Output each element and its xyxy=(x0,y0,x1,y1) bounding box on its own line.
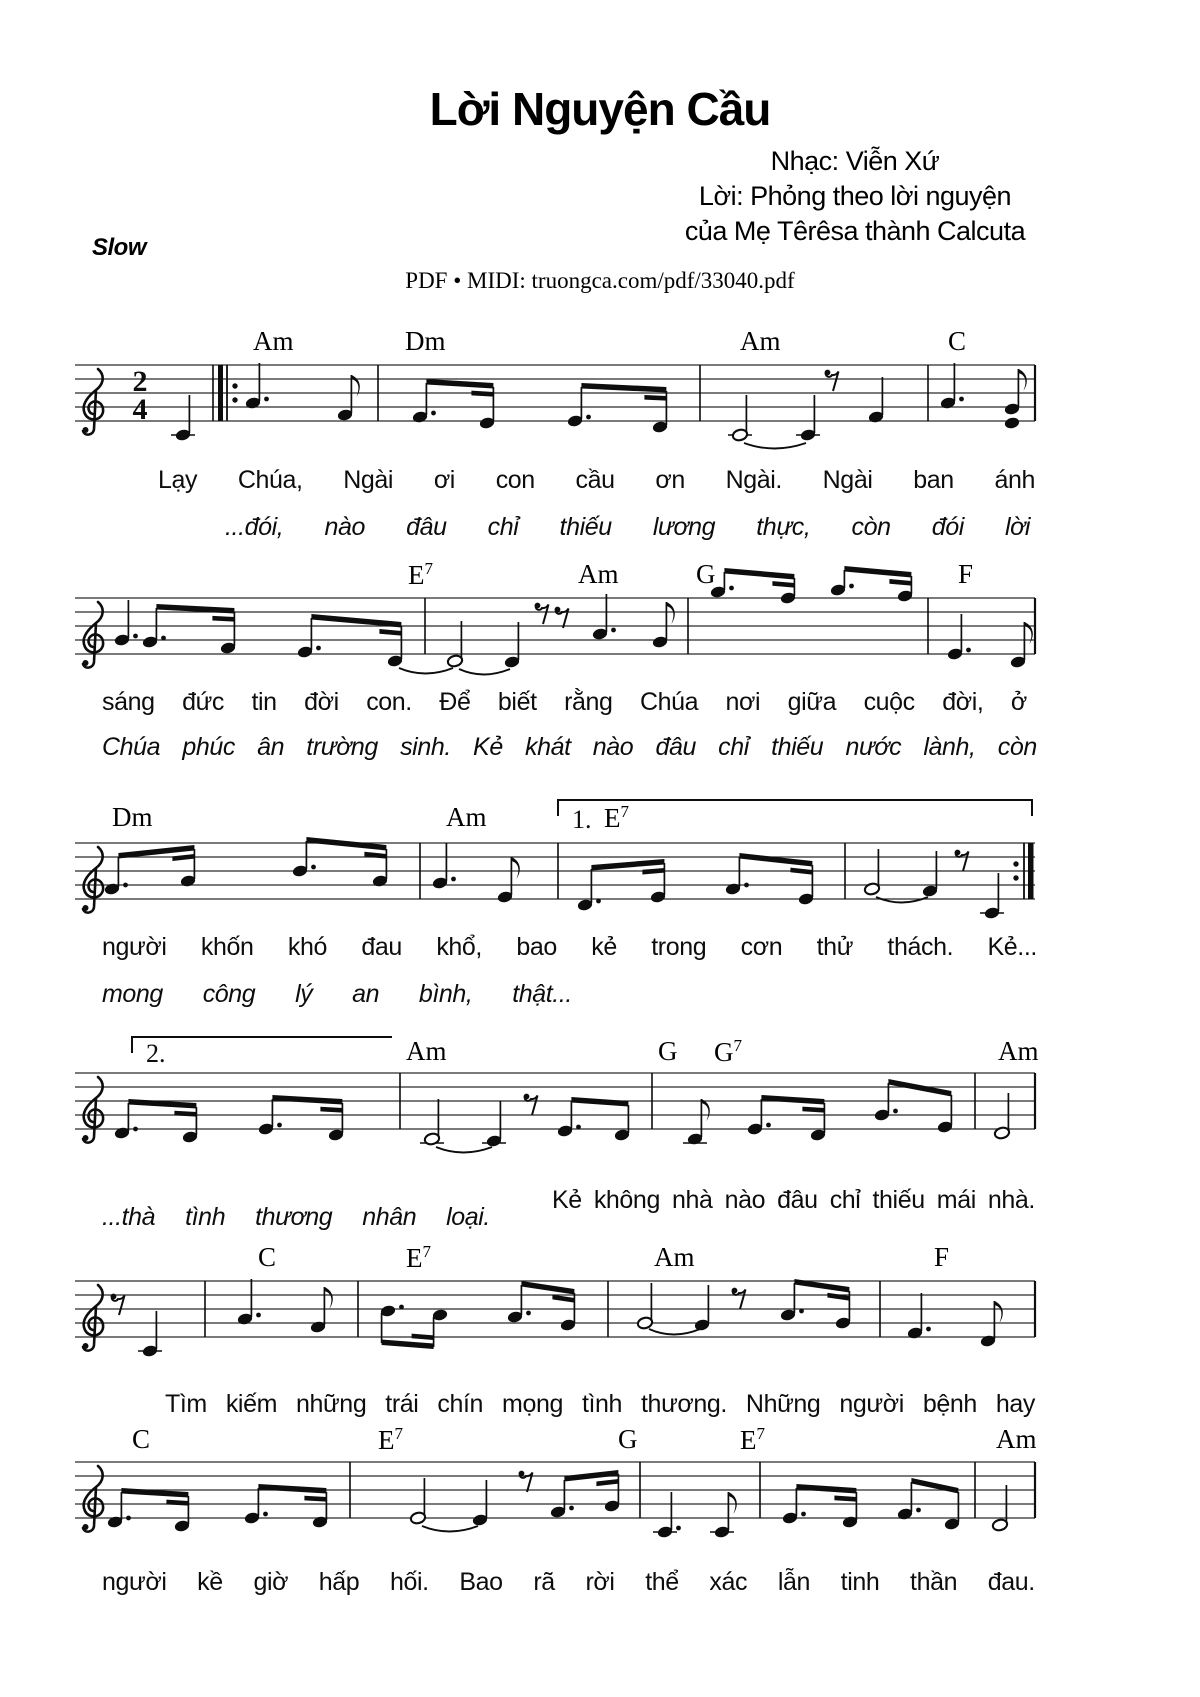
lyric-line-8 xyxy=(102,1203,490,1232)
lyric-word: Bao xyxy=(459,1568,503,1596)
lyric-word: con. xyxy=(366,688,412,716)
lyric-word: Kẻ xyxy=(552,1186,582,1214)
volta-bracket xyxy=(558,800,1032,816)
lyric-word: bình, xyxy=(418,980,473,1008)
lyric-word: thử xyxy=(816,933,854,961)
lyric-word: kiếm xyxy=(225,1390,277,1418)
lyric-word: nơi xyxy=(725,688,761,716)
lyric-word: cơn xyxy=(740,933,783,961)
lyric-word: lẫn xyxy=(777,1568,810,1596)
lyric-word: ánh xyxy=(994,466,1035,494)
lyric-word: ân xyxy=(257,733,285,761)
credit-lyrics-2: của Mẹ Têrêsa thành Calcuta xyxy=(684,216,1026,246)
lyric-word: đói xyxy=(931,513,964,541)
staff-system-6 xyxy=(75,1462,1035,1539)
lyric-word: Kẻ... xyxy=(987,933,1037,961)
lyric-word: đau. xyxy=(987,1568,1035,1596)
lyric-word: nào xyxy=(592,733,634,761)
lyric-word: ở xyxy=(1010,688,1027,716)
lyric-word: chỉ xyxy=(487,513,519,541)
lyric-word: biết xyxy=(497,688,537,716)
credits-block xyxy=(620,144,1090,249)
lyric-word: hấp xyxy=(318,1568,360,1596)
lyric-word: khó xyxy=(287,933,328,961)
staff-system-4 xyxy=(75,1037,1035,1153)
lyric-word: thực, xyxy=(756,513,811,541)
lyric-word: Lạy xyxy=(158,466,198,494)
lyric-word: trường xyxy=(306,733,378,761)
chord-label: Dm xyxy=(405,326,446,356)
lyric-word: đâu xyxy=(777,1186,818,1214)
lyric-word: Ngài xyxy=(343,466,394,494)
chord-label: $E^7$ xyxy=(408,559,433,590)
lyric-word: đời, xyxy=(942,688,984,716)
lyric-word: khốn xyxy=(200,933,254,961)
chord-label: $E^7$ xyxy=(740,1424,765,1455)
eighth-rest-icon xyxy=(524,1094,538,1115)
lyric-word: cuộc xyxy=(863,688,915,716)
lyric-word: con xyxy=(495,466,535,494)
lyric-word: ơi xyxy=(433,466,455,494)
lyric-word: Kẻ xyxy=(473,733,503,761)
staff-system-2 xyxy=(75,566,1035,675)
lyric-word: tình xyxy=(581,1390,623,1418)
lyric-word: trái xyxy=(385,1390,419,1418)
lyric-word: ...đói, xyxy=(225,513,284,541)
lyric-word: chỉ xyxy=(829,1186,861,1214)
chord-label: Am xyxy=(996,1424,1037,1454)
lyric-word: chỉ xyxy=(718,733,749,761)
lyric-word: phúc xyxy=(182,733,235,761)
lyric-word: đâu xyxy=(406,513,447,541)
lyric-line-6 xyxy=(102,980,572,1009)
chord-label: Am xyxy=(578,559,619,589)
lyric-word: hay xyxy=(995,1390,1035,1418)
lyric-word: mọng xyxy=(502,1390,563,1418)
lyric-word: lương xyxy=(652,513,716,541)
song-title: Lời Nguyện Cầu xyxy=(429,83,771,135)
lyric-word: lành, xyxy=(923,733,976,761)
lyric-word: rằng xyxy=(564,688,613,716)
lyric-word: tinh xyxy=(840,1568,880,1596)
lyric-word: những xyxy=(295,1390,367,1418)
lyric-line-4 xyxy=(102,733,1037,762)
lyric-word: đau xyxy=(361,933,402,961)
lyric-line-9 xyxy=(165,1390,1035,1419)
lyric-word: thương xyxy=(255,1203,333,1231)
lyric-word: tin xyxy=(251,688,277,716)
lyric-word: lý xyxy=(295,980,313,1008)
lyric-word: Tìm xyxy=(165,1390,207,1418)
lyric-word: trong xyxy=(651,933,707,961)
lyric-word: công xyxy=(202,980,256,1008)
chord-label: Am xyxy=(253,326,294,356)
eighth-rest-icon xyxy=(825,370,839,391)
tempo-marking: Slow xyxy=(92,234,147,261)
lyric-word: khổ, xyxy=(436,933,482,961)
chord-label: F xyxy=(958,559,974,589)
lyric-line-10 xyxy=(102,1568,1035,1597)
eighth-rest-icon xyxy=(111,1294,125,1315)
lyric-word: nhà. xyxy=(987,1186,1035,1214)
lyric-word: xác xyxy=(709,1568,748,1596)
chord-label: $E^7$ xyxy=(604,802,629,833)
chord-label: C xyxy=(948,326,967,356)
lyric-word: đâu xyxy=(655,733,696,761)
chord-label: Dm xyxy=(112,802,153,832)
lyric-word: lời xyxy=(1004,513,1030,541)
lyric-line-1 xyxy=(158,466,1035,495)
volta-number: 2. xyxy=(146,1039,166,1068)
lyric-word: thiếu xyxy=(559,513,612,541)
staff-system-3 xyxy=(75,800,1035,920)
lyric-word: còn xyxy=(997,733,1037,761)
lyric-word: nhà xyxy=(672,1186,713,1214)
volta-number: 1. xyxy=(572,805,592,834)
lyric-word: đức xyxy=(182,688,225,716)
lyric-word: chín xyxy=(437,1390,484,1418)
lyric-word: ơn xyxy=(655,466,685,494)
chord-label: Am xyxy=(406,1036,447,1066)
lyric-word: người xyxy=(102,1568,167,1596)
lyric-word: kẻ xyxy=(591,933,617,961)
lyric-word: Ngài. xyxy=(725,466,782,494)
lyric-word: nào xyxy=(324,513,365,541)
staff-system-5 xyxy=(75,1279,1035,1358)
svg-text:4: 4 xyxy=(132,393,148,426)
lyric-word: Chúa xyxy=(102,733,161,761)
chord-label: $G^7$ xyxy=(714,1036,742,1067)
lyric-word: Ngài xyxy=(822,466,873,494)
lyric-word: khát xyxy=(524,733,571,761)
lyric-word: Chúa, xyxy=(237,466,303,494)
chord-label: Am xyxy=(446,802,487,832)
chord-label: F xyxy=(934,1242,950,1272)
lyric-word: thiếu xyxy=(771,733,824,761)
chord-label: C xyxy=(258,1242,277,1272)
lyric-word: Để xyxy=(439,688,471,716)
lyric-word: thần xyxy=(910,1568,958,1596)
eighth-rest-icon xyxy=(955,850,969,871)
lyric-word: cầu xyxy=(575,466,615,494)
lyric-word: đời xyxy=(304,688,339,716)
lyric-word: ban xyxy=(913,466,954,494)
lyric-line-3 xyxy=(102,688,1027,717)
eighth-rest-icon xyxy=(555,607,569,628)
lyric-word: loại. xyxy=(446,1203,490,1231)
credit-music: Nhạc: Viễn Xứ xyxy=(770,146,940,176)
lyric-word: giờ xyxy=(253,1568,289,1596)
lyric-word: mái xyxy=(936,1186,976,1214)
chord-label: Am xyxy=(740,326,781,356)
lyric-word: sáng xyxy=(102,688,155,716)
lyric-line-7 xyxy=(552,1186,1035,1215)
chord-label: Am xyxy=(654,1242,695,1272)
lyric-word: sinh. xyxy=(400,733,451,761)
lyric-word: an xyxy=(352,980,380,1008)
lyric-word: thật... xyxy=(512,980,572,1008)
lyric-word: nhân xyxy=(362,1203,417,1231)
chord-label: G xyxy=(696,559,716,589)
lyric-word: thương. xyxy=(641,1390,727,1418)
lyric-word: hối. xyxy=(389,1568,429,1596)
lyric-word: Những xyxy=(745,1390,821,1418)
lyric-word: tình xyxy=(185,1203,226,1231)
lyric-word: giữa xyxy=(787,688,837,716)
chord-label: Am xyxy=(998,1036,1039,1066)
volta-bracket xyxy=(132,1037,392,1053)
chord-label: G xyxy=(618,1424,638,1454)
staff-system-1 xyxy=(75,363,1035,449)
chord-label: C xyxy=(132,1424,151,1454)
lyric-word: Chúa xyxy=(639,688,699,716)
lyric-word: còn xyxy=(851,513,891,541)
lyric-word: kề xyxy=(197,1568,223,1596)
lyric-word: rã xyxy=(533,1568,555,1596)
lyric-line-5 xyxy=(102,933,1037,962)
eighth-rest-icon xyxy=(535,603,549,624)
lyric-line-2 xyxy=(225,513,1030,542)
lyric-word: thiếu xyxy=(872,1186,925,1214)
lyric-word: thể xyxy=(645,1568,679,1596)
credit-lyrics: Lời: Phỏng theo lời nguyện xyxy=(698,181,1012,211)
lyric-word: người xyxy=(102,933,167,961)
chord-label: G xyxy=(658,1036,678,1066)
lyric-word: người xyxy=(839,1390,904,1418)
lyric-word: nước xyxy=(845,733,902,761)
chord-label: $E^7$ xyxy=(378,1424,403,1455)
svg-text:2: 2 xyxy=(132,365,148,398)
lyric-word: không xyxy=(593,1186,660,1214)
lyric-word: nào xyxy=(724,1186,766,1214)
source-url-line: PDF • MIDI: truongca.com/pdf/33040.pdf xyxy=(405,268,795,293)
lyric-word: thách. xyxy=(887,933,954,961)
eighth-rest-icon xyxy=(732,1288,746,1309)
chord-label: $E^7$ xyxy=(406,1242,431,1273)
lyric-word: mong xyxy=(102,980,163,1008)
lyric-word: rời xyxy=(585,1568,615,1596)
lyric-word: ...thà xyxy=(102,1203,156,1231)
lyric-word: bao xyxy=(516,933,557,961)
eighth-rest-icon xyxy=(519,1471,533,1492)
lyric-word: bệnh xyxy=(922,1390,977,1418)
